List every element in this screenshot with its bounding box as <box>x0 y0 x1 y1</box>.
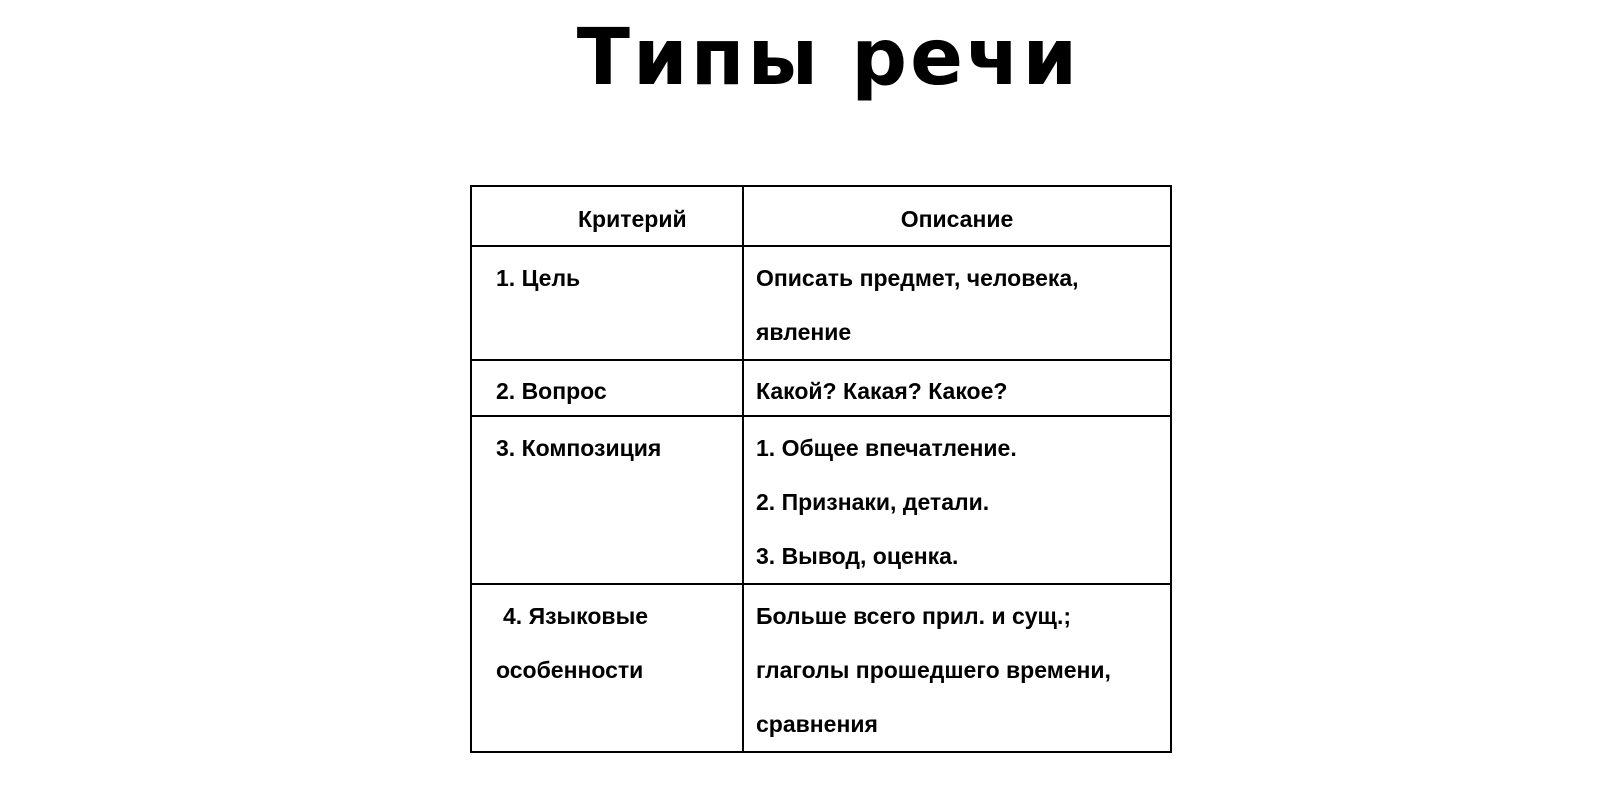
description-line: 1. Общее впечатление. <box>756 435 1017 461</box>
criterion-text: 4. Языковые <box>503 603 649 629</box>
table-header-row <box>471 186 1171 246</box>
description-line: Больше всего прил. и сущ.; <box>756 603 1072 629</box>
page-title: Типы речи <box>576 13 1081 103</box>
description-cell <box>743 360 1171 416</box>
table-row <box>471 246 1171 360</box>
description-line: Описать предмет, человека, <box>756 265 1079 291</box>
description-line: 2. Признаки, детали. <box>756 489 990 515</box>
table-row <box>471 416 1171 584</box>
criterion-cell <box>471 416 743 584</box>
header-criterion: Критерий <box>471 186 743 246</box>
criterion-text: 1. Цель <box>496 265 581 291</box>
criteria-table <box>470 185 1172 753</box>
description-line: Какой? Какая? Какое? <box>756 378 1008 404</box>
criterion-cell <box>471 584 743 752</box>
description-line: 3. Вывод, оценка. <box>756 543 959 569</box>
table-row <box>471 360 1171 416</box>
description-cell <box>743 584 1171 752</box>
table-row <box>471 584 1171 752</box>
header-description: Описание <box>743 186 1171 246</box>
criterion-text: 2. Вопрос <box>496 378 607 404</box>
description-line: сравнения <box>756 711 878 737</box>
description-line: явление <box>756 319 852 345</box>
criterion-text: особенности <box>496 657 644 683</box>
description-line: глаголы прошедшего времени, <box>756 657 1111 683</box>
criteria-table-container <box>470 185 1170 753</box>
description-cell <box>743 246 1171 360</box>
criterion-cell <box>471 360 743 416</box>
criterion-cell <box>471 246 743 360</box>
criterion-text: 3. Композиция <box>496 435 662 461</box>
description-cell <box>743 416 1171 584</box>
